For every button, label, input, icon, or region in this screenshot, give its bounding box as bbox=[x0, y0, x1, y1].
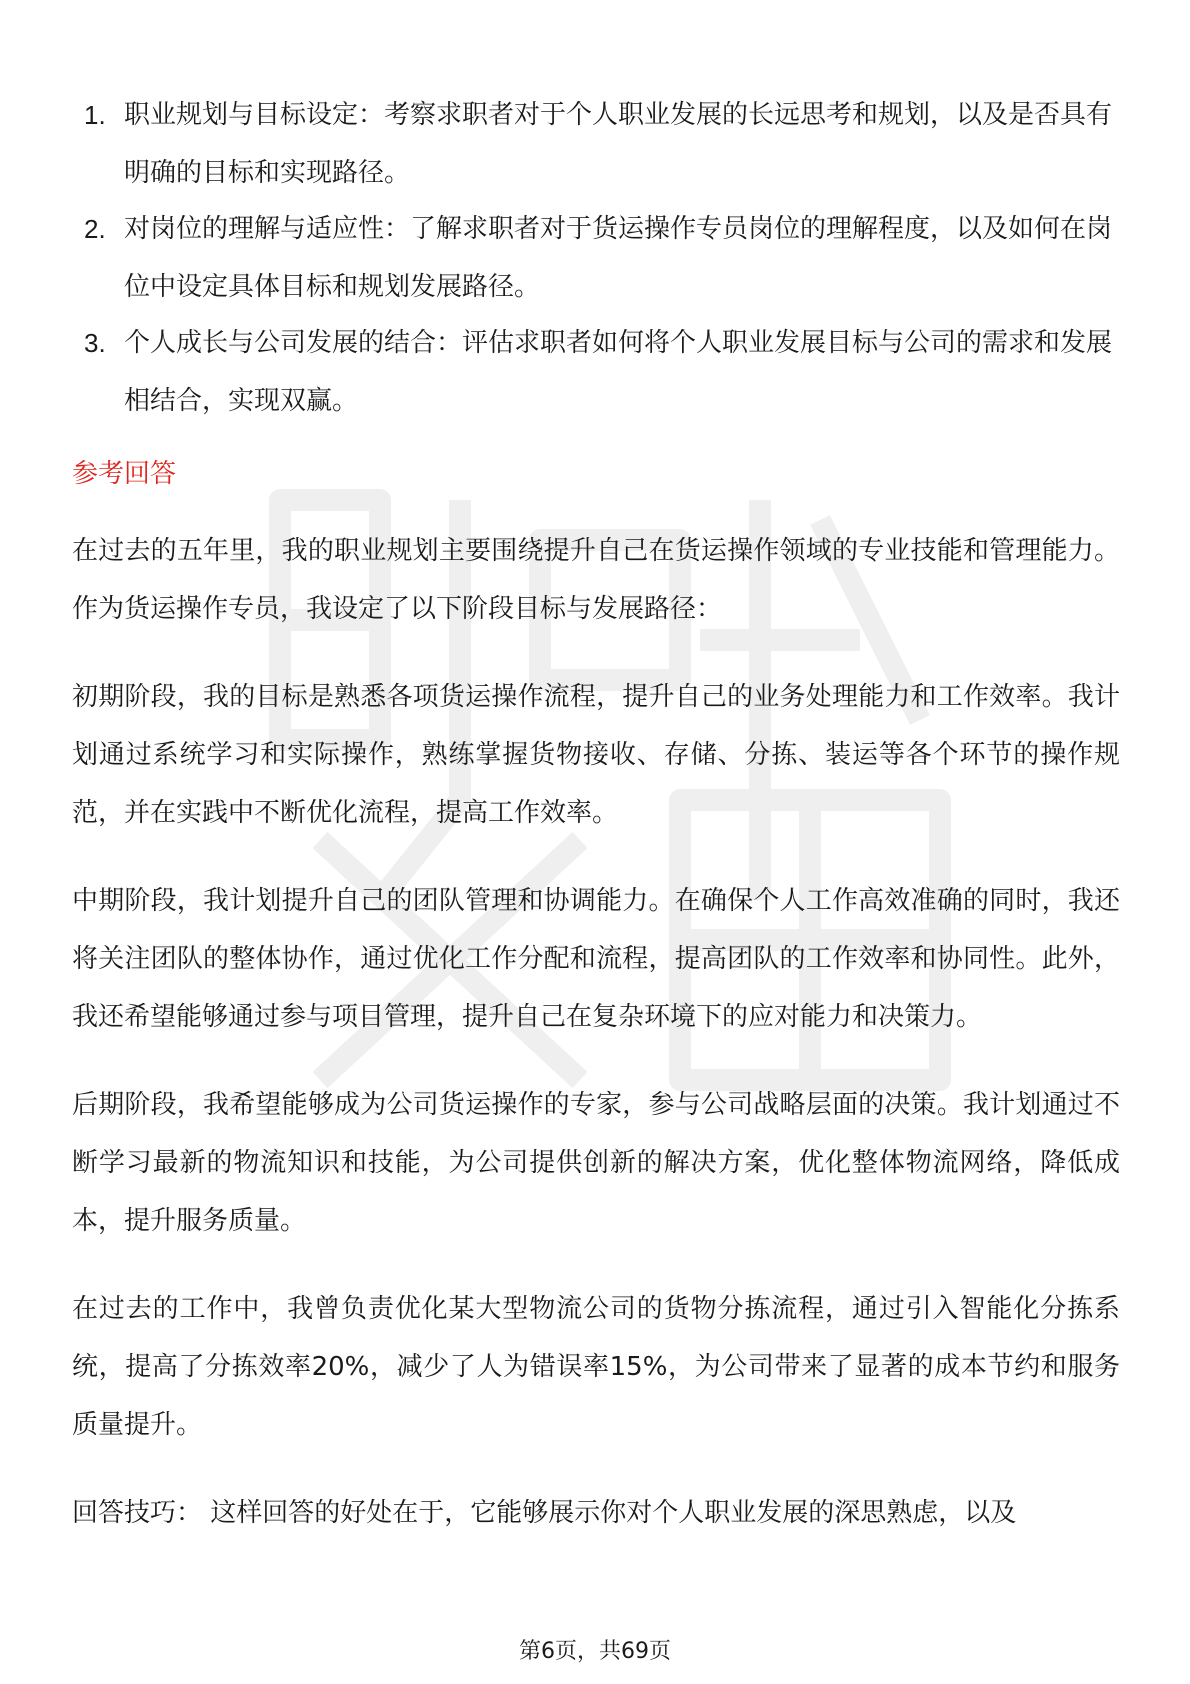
paragraph-past-experience: 在过去的工作中，我曾负责优化某大型物流公司的货物分拣流程，通过引入智能化分拣系统，提高了分拣效率20%，减少了人为错误率15%，为公司带来了显著的成本节约和服务质量提升。 bbox=[72, 1294, 1120, 1440]
list-item-text: 对岗位的理解与适应性：了解求职者对于货运操作专员岗位的理解程度，以及如何在岗位中设定具体目标和规划发展路径。 bbox=[124, 214, 1113, 302]
list-item bbox=[72, 86, 1120, 202]
section-heading: 参考回答 bbox=[72, 459, 177, 489]
paragraph-mid-stage: 中期阶段，我计划提升自己的团队管理和协调能力。在确保个人工作高效准确的同时，我还将关注团队的整体协作，通过优化工作分配和流程，提高团队的工作效率和协同性。此外，我还希望能够通过参与项目管理，提升自己在复杂环境下的应对能力和决策力。 bbox=[72, 886, 1120, 1032]
main-content bbox=[72, 86, 1120, 1572]
list-item bbox=[72, 200, 1120, 316]
list-item-number: 2. bbox=[84, 214, 106, 244]
list-item-text: 个人成长与公司发展的结合：评估求职者如何将个人职业发展目标与公司的需求和发展相结合，实现双赢。 bbox=[124, 328, 1113, 416]
paragraph-late-stage: 后期阶段，我希望能够成为公司货运操作的专家，参与公司战略层面的决策。我计划通过不断学习最新的物流知识和技能，为公司提供创新的解决方案，优化整体物流网络，降低成本，提升服务质量。 bbox=[72, 1090, 1120, 1236]
paragraph-early-stage: 初期阶段，我的目标是熟悉各项货运操作流程，提升自己的业务处理能力和工作效率。我计划通过系统学习和实际操作，熟练掌握货物接收、存储、分拣、装运等各个环节的操作规范，并在实践中不断优化流程，提高工作效率。 bbox=[72, 682, 1120, 828]
list-item bbox=[72, 314, 1120, 430]
page-footer: 第6页，共69页 bbox=[519, 1639, 671, 1664]
paragraph-intro: 在过去的五年里，我的职业规划主要围绕提升自己在货运操作领域的专业技能和管理能力。作为货运操作专员，我设定了以下阶段目标与发展路径： bbox=[72, 536, 1120, 624]
list-item-text: 职业规划与目标设定：考察求职者对于个人职业发展的长远思考和规划，以及是否具有明确的目标和实现路径。 bbox=[124, 100, 1113, 188]
assessment-points-list bbox=[72, 86, 1120, 430]
paragraph-answer-tips: 回答技巧： 这样回答的好处在于，它能够展示你对个人职业发展的深思熟虑，以及 bbox=[72, 1498, 1017, 1528]
list-item-number: 1. bbox=[84, 100, 106, 130]
list-item-number: 3. bbox=[84, 328, 106, 358]
